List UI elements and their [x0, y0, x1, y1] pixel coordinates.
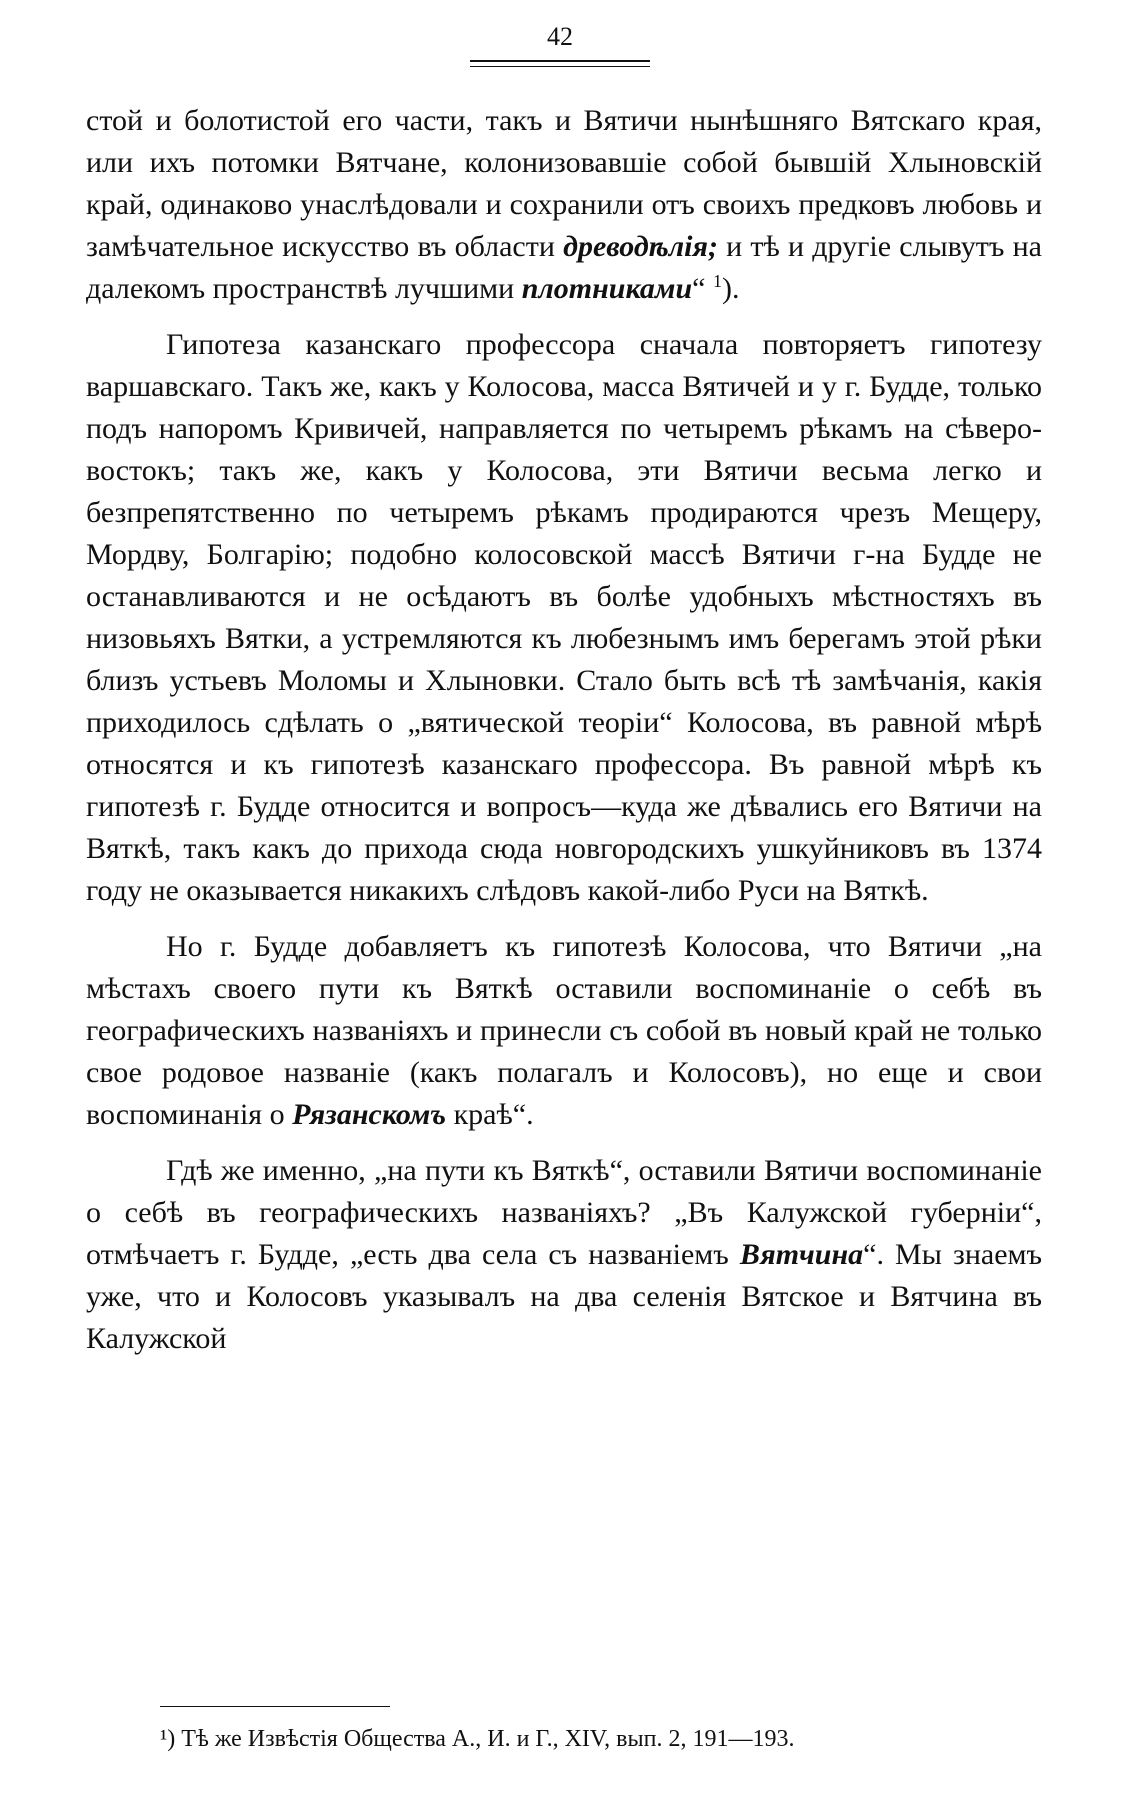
footnote-text: Тѣ же Извѣстія Общества А., И. и Г., XIV, вып. 2, 191—193. — [181, 1726, 795, 1752]
footnote-ref[interactable]: 1 — [712, 271, 722, 291]
footnote — [160, 1724, 1040, 1754]
paragraph-3: Но г. Будде добавляетъ къ гипотезѣ Колосова, что Вятичи „на мѣстахъ своего пути къ Вяткѣ оставили воспоминаніе о себѣ въ географическихъ названіяхъ и принесли съ собой въ новый край не только свое родовое названіе (какъ полагалъ и Колосовъ), но еще и свои воспоминанія о Рязанскомъ краѣ“. — [86, 930, 1042, 1131]
page-body — [86, 100, 1042, 1360]
emphasis-drevodelie: древодѣлія; — [563, 230, 718, 263]
paragraph-2: Гипотеза казанскаго профессора сначала повторяетъ гипотезу варшавскаго. Такъ же, какъ у Колосова, масса Вятичей и у г. Будде, только подъ напоромъ Кривичей, направляется по четыремъ рѣкамъ на сѣверо-востокъ; такъ же, какъ у Колосова, эти Вятичи весьма легко и безпрепятственно по четыремъ рѣкамъ продираются чрезъ Мещеру, Мордву, Болгарію; подобно колосовской массѣ Вятичи г-на Будде не останавливаются и не осѣдаютъ въ болѣе удобныхъ мѣстностяхъ въ низовьяхъ Вятки, а устремляются къ любезнымъ имъ берегамъ этой рѣки близъ устьевъ Моломы и Хлыновки. Стало быть всѣ тѣ замѣчанія, какія приходилось сдѣлать о „вятической теоріи“ Колосова, въ равной мѣрѣ относятся и къ гипотезѣ казанскаго профессора. Въ равной мѣрѣ къ гипотезѣ г. Будде относится и вопросъ—куда же дѣвались его Вятичи на Вяткѣ, такъ какъ до прихода сюда новгородскихъ ушкуйниковъ въ 1374 году не оказывается никакихъ слѣдовъ какой-либо Руси на Вяткѣ. — [86, 328, 1042, 907]
emphasis-plotnikami: плотниками — [521, 272, 693, 305]
header-rule-thin — [470, 66, 650, 67]
emphasis-ryazanskom: Рязанскомъ — [292, 1098, 447, 1131]
emphasis-vyatchina: Вятчина — [739, 1238, 864, 1271]
paragraph-4: Гдѣ же именно, „на пути къ Вяткѣ“, оставили Вятичи воспоминаніе о себѣ въ географическихъ названіяхъ? „Въ Калужской губерніи“, отмѣчаетъ г. Будде, „есть два села съ названіемъ Вятчина“. Мы знаемъ уже, что и Колосовъ указывалъ на два селенія Вятское и Вятчина въ Калужской — [86, 1154, 1043, 1355]
footnote-marker: ¹) — [160, 1726, 176, 1752]
header-rule — [470, 60, 650, 62]
footnote-rule — [160, 1706, 390, 1707]
page-number: 42 — [547, 22, 573, 51]
paragraph-1: стой и болотистой его части, такъ и Вятичи нынѣшняго Вятскаго края, или ихъ потомки Вятчане, колонизовавшіе собой бывшій Хлыновскій край, одинаково унаслѣдовали и сохранили отъ своихъ предковъ любовь и замѣчательное искусство въ области древодѣлія; и тѣ и другіе слывутъ на далекомъ пространствѣ лучшими плотниками“ $^1$). — [86, 104, 1042, 305]
